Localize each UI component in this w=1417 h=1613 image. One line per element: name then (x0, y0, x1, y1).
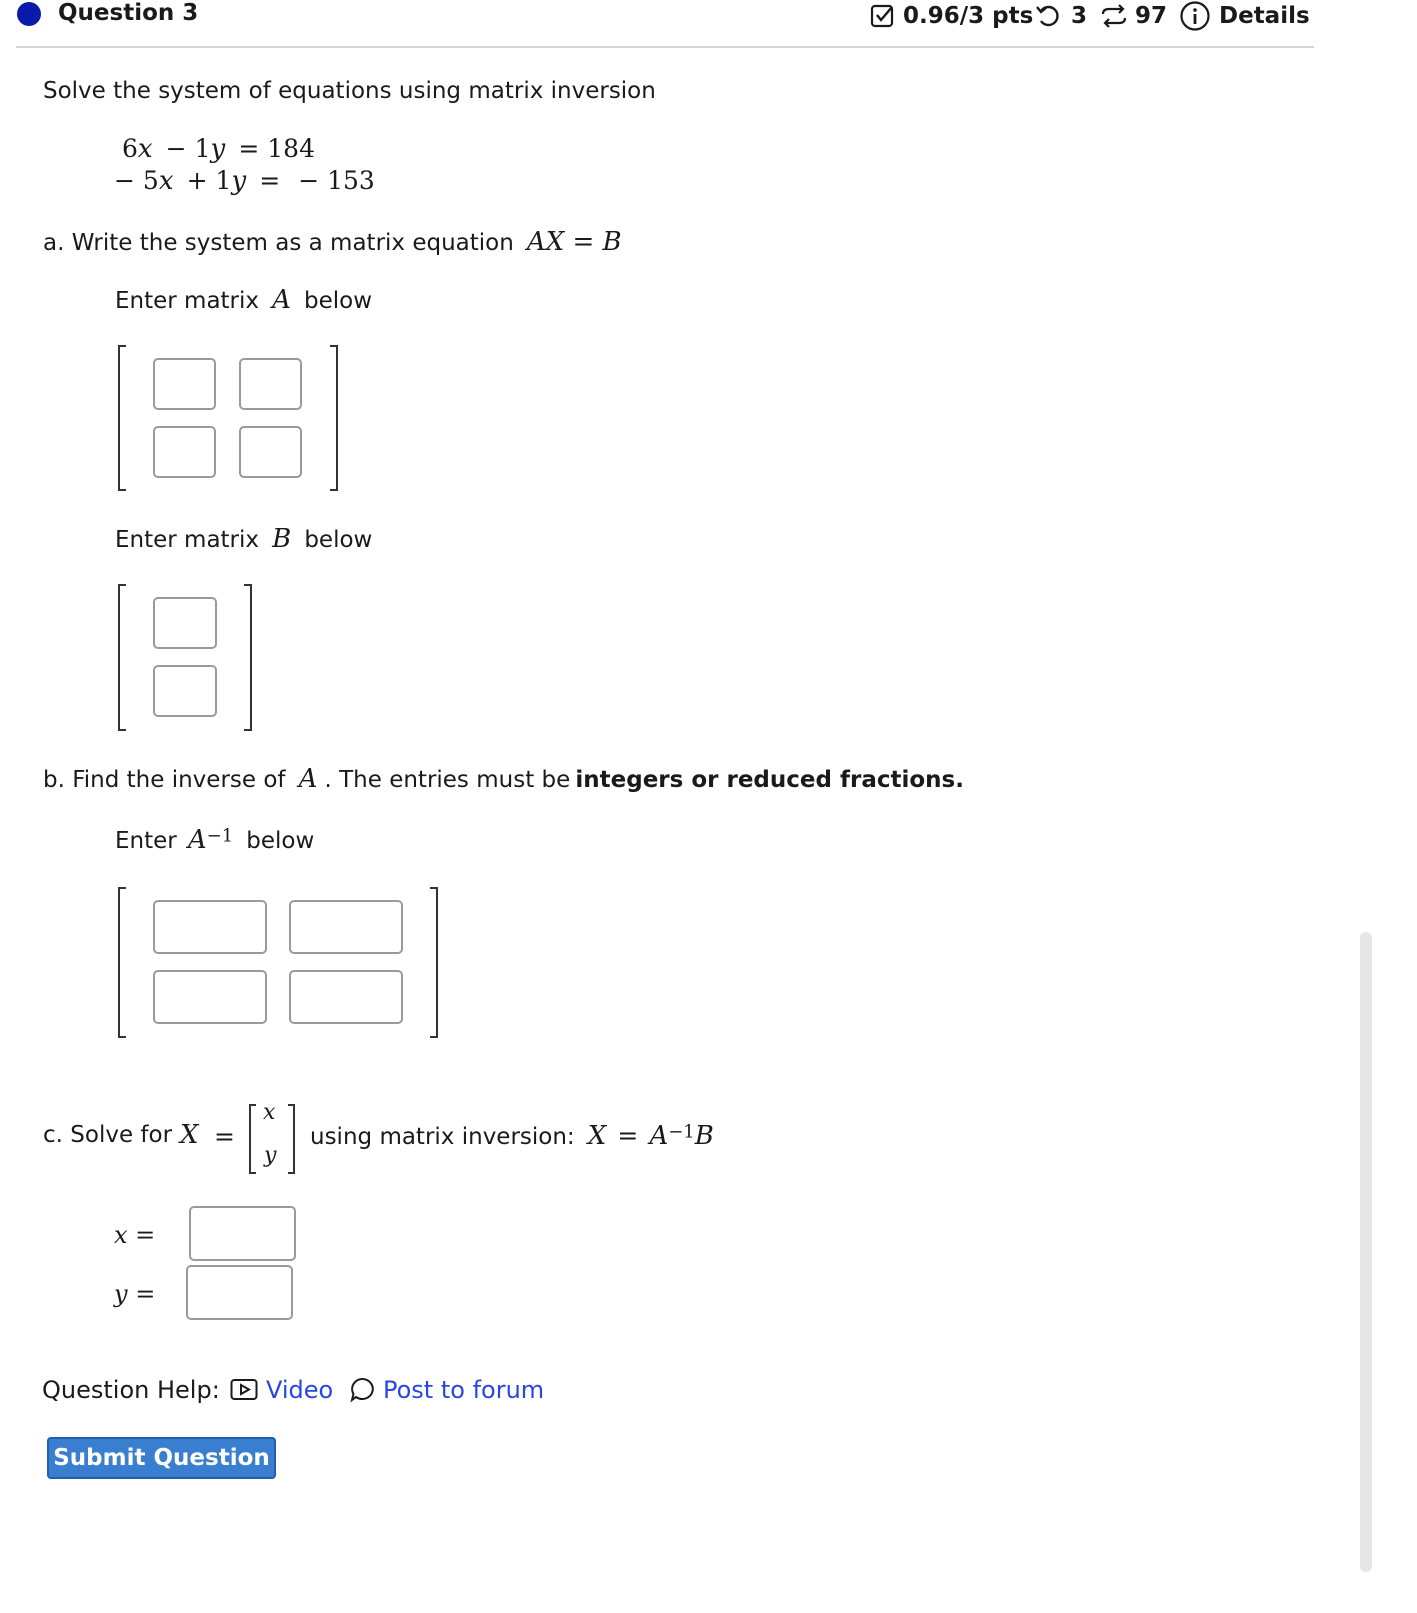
part-b-bold: integers or reduced fractions. (575, 767, 964, 793)
matrix-b-cell-1[interactable] (153, 597, 217, 649)
enter-b-var: B (272, 524, 292, 554)
enter-inv-var: A (187, 825, 207, 855)
question-help-label: Question Help: (42, 1376, 220, 1404)
part-c-formula (310, 1121, 714, 1151)
x-label: x = (114, 1221, 156, 1249)
problem-intro: Solve the system of equations using matrix inversion (43, 78, 656, 104)
eq1-coef-y: 1 (194, 134, 211, 163)
chat-bubble-icon[interactable] (349, 1376, 377, 1404)
matrix-a-left-bracket (118, 345, 126, 491)
vector-left-bracket (249, 1104, 256, 1174)
vector-y: y (264, 1143, 277, 1168)
part-c-equals: = (214, 1122, 235, 1151)
formula-x: X (587, 1121, 607, 1151)
eq2-var-x: x (158, 166, 174, 196)
enter-a-var: A (272, 285, 291, 315)
eq1-equals: = (238, 134, 260, 163)
part-b-mid: . The entries must be (324, 767, 571, 793)
question-status-dot (17, 2, 41, 26)
part-c-var-x: X (180, 1120, 199, 1150)
matrix-a-cell-2-1[interactable] (153, 426, 216, 478)
enter-inv-pre: Enter (115, 828, 177, 854)
eq2-operator: + (186, 166, 208, 195)
header-divider (16, 46, 1314, 48)
details-link[interactable]: Details (1219, 3, 1310, 29)
eq2-var-y: y (231, 166, 247, 196)
question-title: Question 3 (58, 0, 199, 26)
matrix-inv-cell-1-2[interactable] (289, 900, 403, 954)
enter-b-post: below (304, 527, 373, 553)
retries-count: 3 (1071, 3, 1088, 29)
part-c-mid: using matrix inversion: (310, 1124, 575, 1150)
submissions-icon (1099, 3, 1129, 29)
part-a-text: a. Write the system as a matrix equation (43, 230, 514, 256)
matrix-a-cell-1-2[interactable] (239, 358, 302, 410)
eq1-coef-x: 6 (122, 134, 138, 163)
enter-matrix-a-label (115, 285, 372, 315)
y-label: y = (114, 1280, 156, 1308)
eq2-equals: = (259, 166, 281, 195)
matrix-inv-right-bracket (430, 887, 438, 1038)
equation-2 (114, 166, 375, 196)
info-icon[interactable] (1179, 0, 1211, 32)
equation-1 (122, 134, 315, 164)
retry-icon (1035, 3, 1063, 29)
matrix-a-right-bracket (330, 345, 338, 491)
eq1-var-x: x (137, 134, 153, 164)
x-answer-input[interactable] (189, 1206, 296, 1261)
part-b-prompt (43, 764, 964, 794)
enter-inv-post: below (246, 828, 315, 854)
enter-a-post: below (304, 288, 373, 314)
formula-b: B (694, 1121, 714, 1151)
part-a-equation: AX = B (526, 227, 622, 257)
matrix-b-cell-2[interactable] (153, 665, 217, 717)
part-a-prompt (43, 227, 622, 257)
vector-x: x (263, 1100, 276, 1125)
eq1-var-y: y (210, 134, 226, 164)
matrix-b-right-bracket (244, 584, 252, 731)
enter-b-pre: Enter matrix (115, 527, 260, 553)
eq2-coef-y: 1 (215, 166, 232, 195)
matrix-inv-cell-1-1[interactable] (153, 900, 267, 954)
formula-a: A (649, 1121, 669, 1151)
matrix-inv-left-bracket (118, 887, 126, 1038)
matrix-inv-cell-2-2[interactable] (289, 970, 403, 1024)
matrix-b-left-bracket (118, 584, 126, 731)
part-b-var: A (298, 764, 318, 794)
enter-inv-sup: −1 (206, 825, 234, 847)
video-link[interactable]: Video (266, 1376, 334, 1404)
matrix-a-cell-1-1[interactable] (153, 358, 216, 410)
enter-a-pre: Enter matrix (115, 288, 260, 314)
matrix-a-cell-2-2[interactable] (239, 426, 302, 478)
eq2-rhs: − 153 (298, 166, 375, 195)
submit-question-button[interactable]: Submit Question (47, 1437, 276, 1479)
formula-equals: = (617, 1121, 639, 1150)
eq2-coef-x: − 5 (114, 166, 159, 195)
part-c-pre: c. Solve for (43, 1122, 173, 1148)
eq1-operator: − (165, 134, 187, 163)
post-to-forum-link[interactable]: Post to forum (383, 1376, 545, 1404)
matrix-inv-cell-2-1[interactable] (153, 970, 267, 1024)
part-b-pre: b. Find the inverse of (43, 767, 286, 793)
vector-right-bracket (288, 1104, 295, 1174)
checkbox-score-icon (870, 3, 896, 29)
y-answer-input[interactable] (186, 1265, 293, 1320)
enter-matrix-b-label (115, 524, 372, 554)
scrollbar[interactable] (1360, 932, 1372, 1572)
formula-sup: −1 (668, 1121, 695, 1143)
video-icon[interactable] (230, 1378, 258, 1402)
eq1-rhs: 184 (267, 134, 315, 163)
enter-a-inverse-label (115, 825, 314, 855)
submissions-count: 97 (1135, 3, 1168, 29)
score-text: 0.96/3 pts (903, 3, 1034, 29)
